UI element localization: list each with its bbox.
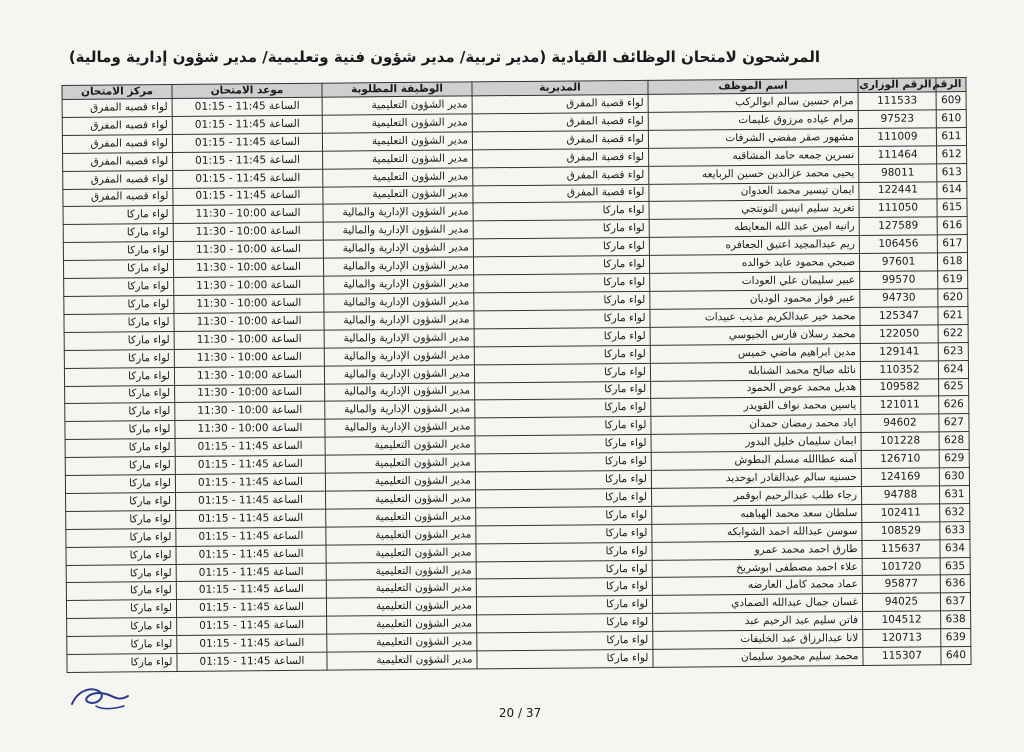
cell-exam-center: لواء ماركا <box>64 313 174 332</box>
cell-required-job: مدير الشؤون الإدارية والمالية <box>323 203 473 222</box>
cell-employee-name: آمنه عطاالله مسلم البطوش <box>651 451 861 471</box>
cell-no: 616 <box>937 217 967 235</box>
cell-ministry-id: 124169 <box>861 468 939 487</box>
cell-no: 635 <box>940 557 970 575</box>
cell-required-job: مدير الشؤون التعليمية <box>326 544 476 563</box>
page-title: المرشحون لامتحان الوظائف القيادية (مدير تربية/ مدير شؤون فنية وتعليمية/ مدير شؤون إدارية ومالية) <box>68 48 820 66</box>
cell-exam-time: الساعة 11:45 - 01:15 <box>177 634 327 653</box>
cell-required-job: مدير الشؤون التعليمية <box>327 651 477 670</box>
cell-ministry-id: 104512 <box>863 611 941 630</box>
cell-exam-time: الساعة 11:45 - 01:15 <box>177 616 327 635</box>
cell-required-job: مدير الشؤون التعليمية <box>326 508 476 527</box>
cell-exam-time: الساعة 10:00 - 11:30 <box>174 312 324 331</box>
cell-no: 638 <box>941 611 971 629</box>
header-no: الرقم <box>936 78 966 92</box>
cell-no: 624 <box>938 360 968 378</box>
cell-required-job: مدير الشؤون الإدارية والمالية <box>324 293 474 312</box>
cell-exam-center: لواء ماركا <box>65 457 175 476</box>
cell-exam-time: الساعة 10:00 - 11:30 <box>175 402 325 421</box>
cell-required-job: مدير الشؤون التعليمية <box>327 615 477 634</box>
cell-required-job: مدير الشؤون التعليمية <box>322 114 472 133</box>
header-employee-name: اسم الموظف <box>648 79 858 95</box>
cell-exam-time: الساعة 10:00 - 11:30 <box>173 240 323 259</box>
cell-no: 628 <box>939 432 969 450</box>
cell-exam-center: لواء ماركا <box>66 564 176 583</box>
header-ministry-id: الرقم الوزاري <box>858 78 936 93</box>
cell-no: 623 <box>938 342 968 360</box>
cell-directorate: لواء ماركا <box>476 506 652 525</box>
cell-directorate: لواء ماركا <box>473 255 649 274</box>
cell-ministry-id: 94788 <box>861 486 939 505</box>
cell-employee-name: غسان جمال عبدالله الصمادي <box>652 594 862 614</box>
cell-no: 637 <box>940 593 970 611</box>
cell-employee-name: سوسن عبدالله احمد الشوابكه <box>652 522 862 542</box>
cell-ministry-id: 101228 <box>861 432 939 451</box>
cell-exam-time: الساعة 11:45 - 01:15 <box>175 455 325 474</box>
cell-no: 617 <box>937 235 967 253</box>
cell-exam-center: لواء ماركا <box>65 439 175 458</box>
cell-directorate: لواء ماركا <box>476 596 652 615</box>
cell-exam-center: لواء ماركا <box>67 618 177 637</box>
cell-exam-center: لواء ماركا <box>63 260 173 279</box>
cell-employee-name: طارق احمد محمد عمرو <box>652 540 862 560</box>
cell-directorate: لواء ماركا <box>473 238 649 257</box>
cell-employee-name: نسرين جمعه حامد المشاقبه <box>649 146 859 166</box>
cell-employee-name: علاء احمد مصطفى ابوشريخ <box>652 558 862 578</box>
cell-exam-center: لواء ماركا <box>63 224 173 243</box>
cell-exam-center: لواء ماركا <box>64 367 174 386</box>
cell-required-job: مدير الشؤون الإدارية والمالية <box>324 311 474 330</box>
cell-employee-name: لانا عبدالرزاق عبد الخليفات <box>653 630 863 650</box>
cell-directorate: لواء ماركا <box>473 202 649 221</box>
cell-directorate: لواء ماركا <box>475 417 651 436</box>
cell-exam-center: لواء ماركا <box>64 295 174 314</box>
cell-no: 633 <box>940 521 970 539</box>
cell-directorate: لواء ماركا <box>475 399 651 418</box>
cell-exam-center: لواء قصبه المفرق <box>63 188 173 207</box>
cell-directorate: لواء ماركا <box>477 614 653 633</box>
cell-exam-time: الساعة 11:45 - 01:15 <box>176 563 326 582</box>
cell-required-job: مدير الشؤون التعليمية <box>325 454 475 473</box>
cell-exam-time: الساعة 10:00 - 11:30 <box>174 330 324 349</box>
cell-exam-time: الساعة 11:45 - 01:15 <box>176 545 326 564</box>
cell-directorate: لواء ماركا <box>474 291 650 310</box>
cell-exam-time: الساعة 11:45 - 01:15 <box>175 437 325 456</box>
cell-no: 613 <box>937 163 967 181</box>
cell-employee-name: نائله صالح محمد الشنابله <box>650 361 860 381</box>
cell-no: 634 <box>940 539 970 557</box>
cell-ministry-id: 94602 <box>861 414 939 433</box>
cell-employee-name: صبحي محمود عايد خوالده <box>649 254 859 274</box>
cell-ministry-id: 121011 <box>861 396 939 415</box>
cell-exam-time: الساعة 10:00 - 11:30 <box>174 276 324 295</box>
cell-required-job: مدير الشؤون الإدارية والمالية <box>325 382 475 401</box>
cell-exam-time: الساعة 10:00 - 11:30 <box>175 419 325 438</box>
cell-no: 618 <box>937 253 967 271</box>
cell-exam-time: الساعة 11:45 - 01:15 <box>176 509 326 528</box>
cell-exam-center: لواء ماركا <box>64 331 174 350</box>
cell-directorate: لواء ماركا <box>476 578 652 597</box>
cell-employee-name: عبير سليمان علي العودات <box>650 272 860 292</box>
cell-required-job: مدير الشؤون الإدارية والمالية <box>324 329 474 348</box>
cell-required-job: مدير الشؤون التعليمية <box>325 472 475 491</box>
cell-directorate: لواء ماركا <box>475 452 651 471</box>
cell-ministry-id: 110352 <box>860 360 938 379</box>
cell-exam-center: لواء ماركا <box>67 654 177 673</box>
cell-exam-center: لواء ماركا <box>63 206 173 225</box>
cell-exam-center: لواء ماركا <box>65 475 175 494</box>
cell-employee-name: مرام حسين سالم ابوالركب <box>648 93 858 113</box>
cell-ministry-id: 111464 <box>859 146 937 165</box>
cell-exam-center: لواء ماركا <box>65 403 175 422</box>
cell-employee-name: سلطان سعد محمد الهباهبه <box>652 504 862 524</box>
cell-exam-center: لواء ماركا <box>66 510 176 529</box>
cell-ministry-id: 102411 <box>862 504 940 523</box>
signature-icon <box>66 676 136 716</box>
cell-required-job: مدير الشؤون التعليمية <box>326 579 476 598</box>
cell-ministry-id: 94025 <box>862 593 940 612</box>
cell-exam-center: لواء ماركا <box>66 546 176 565</box>
cell-exam-center: لواء قصبه المفرق <box>62 134 172 153</box>
cell-directorate: لواء ماركا <box>474 309 650 328</box>
cell-ministry-id: 98011 <box>859 163 937 182</box>
cell-directorate: لواء ماركا <box>476 488 652 507</box>
cell-ministry-id: 115637 <box>862 539 940 558</box>
cell-directorate: لواء ماركا <box>477 649 653 668</box>
cell-ministry-id: 129141 <box>860 343 938 362</box>
cell-no: 629 <box>939 450 969 468</box>
cell-employee-name: مشهور صقر مفضي الشرفات <box>648 128 858 148</box>
cell-exam-time: الساعة 10:00 - 11:30 <box>174 294 324 313</box>
cell-directorate: لواء ماركا <box>474 273 650 292</box>
cell-directorate: لواء قصبة المفرق <box>472 112 648 131</box>
cell-employee-name: ايمان تيسير محمد العدوان <box>649 182 859 202</box>
cell-directorate: لواء ماركا <box>475 381 651 400</box>
cell-required-job: مدير الشؤون التعليمية <box>325 436 475 455</box>
cell-directorate: لواء قصبة المفرق <box>473 148 649 167</box>
cell-directorate: لواء ماركا <box>475 470 651 489</box>
cell-required-job: مدير الشؤون التعليمية <box>323 167 473 186</box>
cell-employee-name: مدين ابراهيم ماضي خميس <box>650 343 860 363</box>
cell-exam-time: الساعة 11:45 - 01:15 <box>172 133 322 152</box>
cell-required-job: مدير الشؤون الإدارية والمالية <box>323 257 473 276</box>
cell-no: 611 <box>936 127 966 145</box>
header-exam-center: مركز الامتحان <box>62 84 172 99</box>
cell-no: 630 <box>939 468 969 486</box>
cell-ministry-id: 111050 <box>859 199 937 218</box>
cell-exam-center: لواء ماركا <box>65 385 175 404</box>
cell-ministry-id: 94730 <box>860 289 938 308</box>
cell-directorate: لواء ماركا <box>477 632 653 651</box>
cell-directorate: لواء ماركا <box>476 542 652 561</box>
header-exam-time: موعد الامتحان <box>172 83 322 98</box>
cell-ministry-id: 127589 <box>859 217 937 236</box>
cell-exam-time: الساعة 11:45 - 01:15 <box>172 97 322 116</box>
cell-no: 614 <box>937 181 967 199</box>
table-body <box>62 92 971 673</box>
cell-exam-time: الساعة 11:45 - 01:15 <box>176 527 326 546</box>
cell-ministry-id: 115307 <box>863 647 941 666</box>
cell-ministry-id: 101720 <box>862 557 940 576</box>
cell-employee-name: محمد رسلان فارس الجيوسي <box>650 325 860 345</box>
cell-exam-time: الساعة 11:45 - 01:15 <box>173 169 323 188</box>
cell-employee-name: ايمان سليمان خليل البدور <box>651 433 861 453</box>
cell-ministry-id: 111533 <box>858 92 936 111</box>
cell-no: 639 <box>941 629 971 647</box>
cell-directorate: لواء قصبة المفرق <box>473 184 649 203</box>
cell-required-job: مدير الشؤون التعليمية <box>326 490 476 509</box>
cell-exam-time: الساعة 10:00 - 11:30 <box>175 384 325 403</box>
page-number: 20 / 37 <box>498 706 542 720</box>
cell-required-job: مدير الشؤون التعليمية <box>322 96 472 115</box>
cell-exam-center: لواء ماركا <box>64 349 174 368</box>
cell-directorate: لواء ماركا <box>475 435 651 454</box>
cell-no: 640 <box>941 647 971 665</box>
cell-required-job: مدير الشؤون التعليمية <box>326 597 476 616</box>
cell-required-job: مدير الشؤون الإدارية والمالية <box>325 400 475 419</box>
cell-exam-time: الساعة 10:00 - 11:30 <box>173 223 323 242</box>
cell-exam-time: الساعة 11:45 - 01:15 <box>176 581 326 600</box>
cell-no: 609 <box>936 92 966 110</box>
cell-exam-time: الساعة 11:45 - 01:15 <box>176 491 326 510</box>
cell-exam-center: لواء ماركا <box>66 528 176 547</box>
cell-directorate: لواء ماركا <box>476 560 652 579</box>
cell-employee-name: عماد محمد كامل العارضه <box>652 576 862 596</box>
cell-ministry-id: 125347 <box>860 307 938 326</box>
cell-exam-time: الساعة 11:45 - 01:15 <box>173 187 323 206</box>
cell-employee-name: تغريد سليم انيس التونتجي <box>649 200 859 220</box>
candidates-table <box>61 77 971 673</box>
cell-exam-center: لواء قصبه المفرق <box>63 170 173 189</box>
cell-exam-time: الساعة 10:00 - 11:30 <box>174 366 324 385</box>
cell-required-job: مدير الشؤون التعليمية <box>323 185 473 204</box>
cell-employee-name: محمد سليم محمود سليمان <box>653 648 863 668</box>
cell-directorate: لواء ماركا <box>473 220 649 239</box>
cell-exam-time: الساعة 10:00 - 11:30 <box>173 258 323 277</box>
cell-required-job: مدير الشؤون الإدارية والمالية <box>324 364 474 383</box>
cell-ministry-id: 120713 <box>863 629 941 648</box>
cell-employee-name: حسنيه سالم عبدالقادر ابوحديد <box>651 469 861 489</box>
cell-no: 615 <box>937 199 967 217</box>
cell-employee-name: رجاء طلب عبدالرحيم ابوقمر <box>651 486 861 506</box>
cell-exam-center: لواء ماركا <box>66 582 176 601</box>
cell-exam-time: الساعة 10:00 - 11:30 <box>173 205 323 224</box>
cell-ministry-id: 111009 <box>858 128 936 147</box>
cell-no: 622 <box>938 324 968 342</box>
cell-no: 625 <box>939 378 969 396</box>
cell-required-job: مدير الشؤون الإدارية والمالية <box>324 275 474 294</box>
cell-no: 621 <box>938 306 968 324</box>
cell-exam-center: لواء ماركا <box>65 421 175 440</box>
cell-ministry-id: 109582 <box>861 378 939 397</box>
cell-no: 619 <box>938 271 968 289</box>
cell-no: 631 <box>939 485 969 503</box>
cell-exam-center: لواء قصبه المفرق <box>62 98 172 117</box>
cell-directorate: لواء قصبة المفرق <box>473 166 649 185</box>
cell-employee-name: رانيه امين عبد الله المعايطه <box>649 218 859 238</box>
header-directorate: المديرية <box>472 80 648 96</box>
cell-employee-name: فاتن سليم عبد الرحيم عبد <box>653 612 863 632</box>
cell-required-job: مدير الشؤون التعليمية <box>322 132 472 151</box>
cell-required-job: مدير الشؤون التعليمية <box>326 526 476 545</box>
cell-employee-name: محمد خير عبدالكريم مذيب عبيدات <box>650 307 860 327</box>
cell-exam-center: لواء ماركا <box>66 600 176 619</box>
cell-no: 636 <box>940 575 970 593</box>
cell-exam-center: لواء قصبه المفرق <box>62 116 172 135</box>
cell-employee-name: عبير فواز محمود الوديان <box>650 289 860 309</box>
cell-employee-name: ريم عبدالمجيد اعتيق الجعافره <box>649 236 859 256</box>
cell-ministry-id: 126710 <box>861 450 939 469</box>
cell-exam-time: الساعة 11:45 - 01:15 <box>175 473 325 492</box>
cell-exam-time: الساعة 11:45 - 01:15 <box>172 115 322 134</box>
cell-directorate: لواء قصبة المفرق <box>472 94 648 113</box>
cell-exam-center: لواء ماركا <box>67 636 177 655</box>
cell-employee-name: ياسين محمد نواف القويدر <box>651 397 861 417</box>
cell-exam-time: الساعة 10:00 - 11:30 <box>174 348 324 367</box>
cell-required-job: مدير الشؤون الإدارية والمالية <box>324 347 474 366</box>
cell-employee-name: اياد محمد رمضان حمدان <box>651 415 861 435</box>
cell-ministry-id: 99570 <box>860 271 938 290</box>
cell-exam-center: لواء قصبه المفرق <box>63 152 173 171</box>
cell-employee-name: يحيى محمد عزالدين حسين الربايعه <box>649 164 859 184</box>
cell-required-job: مدير الشؤون التعليمية <box>326 561 476 580</box>
header-required-job: الوظيفة المطلوبة <box>322 82 472 97</box>
cell-no: 612 <box>937 145 967 163</box>
cell-no: 627 <box>939 414 969 432</box>
cell-exam-center: لواء ماركا <box>63 242 173 261</box>
cell-no: 626 <box>939 396 969 414</box>
cell-ministry-id: 95877 <box>862 575 940 594</box>
cell-directorate: لواء ماركا <box>474 363 650 382</box>
cell-exam-center: لواء ماركا <box>64 278 174 297</box>
cell-directorate: لواء قصبة المفرق <box>472 130 648 149</box>
cell-ministry-id: 122050 <box>860 325 938 344</box>
cell-ministry-id: 97601 <box>859 253 937 272</box>
cell-no: 620 <box>938 289 968 307</box>
cell-exam-time: الساعة 11:45 - 01:15 <box>173 151 323 170</box>
cell-required-job: مدير الشؤون الإدارية والمالية <box>325 418 475 437</box>
cell-directorate: لواء ماركا <box>476 524 652 543</box>
cell-required-job: مدير الشؤون الإدارية والمالية <box>323 239 473 258</box>
cell-exam-time: الساعة 11:45 - 01:15 <box>176 599 326 618</box>
cell-required-job: مدير الشؤون التعليمية <box>323 150 473 169</box>
cell-ministry-id: 97523 <box>858 110 936 129</box>
cell-exam-center: لواء ماركا <box>66 492 176 511</box>
cell-ministry-id: 108529 <box>862 522 940 541</box>
cell-ministry-id: 106456 <box>859 235 937 254</box>
cell-no: 632 <box>940 503 970 521</box>
cell-employee-name: هديل محمد عوض الحمود <box>651 379 861 399</box>
cell-directorate: لواء ماركا <box>474 327 650 346</box>
cell-required-job: مدير الشؤون التعليمية <box>327 633 477 652</box>
cell-exam-time: الساعة 11:45 - 01:15 <box>177 652 327 671</box>
cell-directorate: لواء ماركا <box>474 345 650 364</box>
cell-employee-name: مرام عياده مرزوق عليمات <box>648 110 858 130</box>
cell-no: 610 <box>936 109 966 127</box>
cell-ministry-id: 122441 <box>859 181 937 200</box>
cell-required-job: مدير الشؤون الإدارية والمالية <box>323 221 473 240</box>
